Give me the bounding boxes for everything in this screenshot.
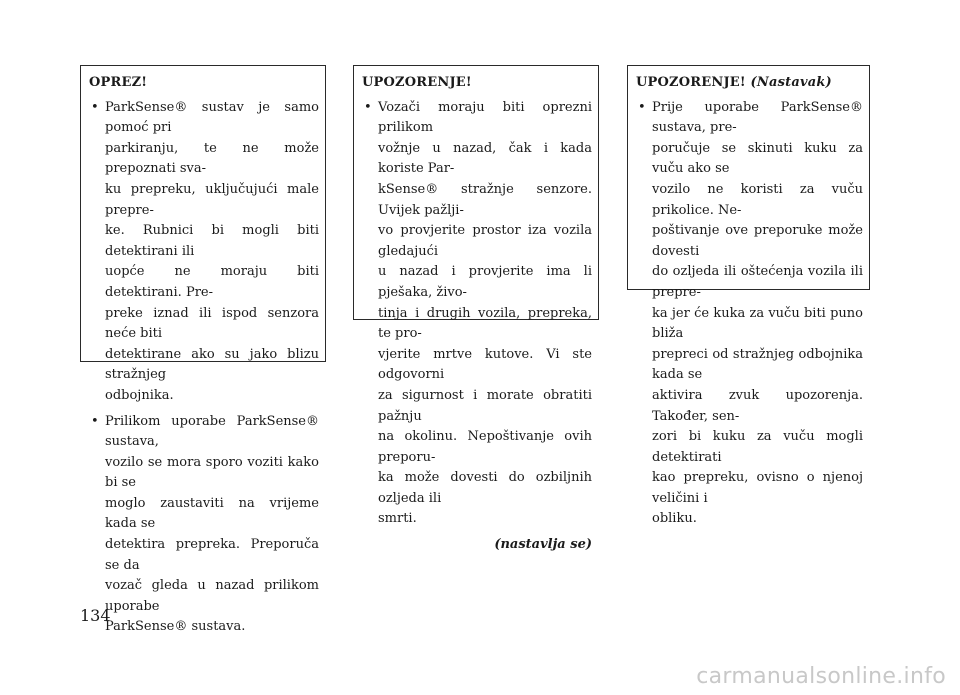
warning-heading: UPOZORENJE! <box>362 75 472 90</box>
warning-bullet-1 <box>362 98 592 530</box>
bullet-dot: • <box>91 413 99 429</box>
page-number: 134 <box>80 606 111 625</box>
watermark: carmanualsonline.info <box>696 664 946 689</box>
warning-continued-bullet-1 <box>636 98 863 530</box>
warning-continued-heading-sub: (Nastavak) <box>750 75 832 90</box>
warning-box <box>353 65 599 553</box>
warning-continued-heading-title: UPOZORENJE! <box>636 75 746 90</box>
warning-continued-heading <box>636 73 863 94</box>
caution-heading: OPREZ! <box>89 75 148 90</box>
bullet-dot: • <box>91 99 99 115</box>
caution-bullet-1-text: ParkSense® sustav je samo pomoć pri parkiranju, te ne može prepoznati sva- ku prepreku, uključujući male prepre- ke. Rubnici bi mogli biti detektirani ili uopće ne moraju biti detektirani. Pre- preke iznad ili ispod senzora neće biti detektirane ako su jako blizu stražnjeg odbojnika. <box>105 99 319 403</box>
caution-bullet-1 <box>89 98 319 407</box>
warning-bullet-1-text: Vozači moraju biti oprezni prilikom vožnje u nazad, čak i kada koriste Par- kSense® stražnje senzore. Uvijek pažlji- vo provjerite prostor iza vozila gledajući u nazad i provjerite ima li pješaka, živo- tinja i drugih vozila, prepreka, te pro- vjerite mrtve kutove. Vi ste odgovorni za sigurnost i morate obratiti pažnju na okolinu. Nepoštivanje ovih preporu- ka može dovesti do ozbiljnih ozljeda ili smrti. <box>378 99 592 527</box>
caution-bullet-2-text: Prilikom uporabe ParkSense® sustava, vozilo se mora sporo voziti kako bi se moglo zaustaviti na vrijeme kada se detektira prepreka. Preporuča se da vozač gleda u nazad prilikom uporabe ParkSense® sustava. <box>105 413 319 635</box>
continued-note: (nastavlja se) <box>494 537 592 553</box>
bullet-dot: • <box>638 99 646 115</box>
warning-continued-box <box>627 65 870 527</box>
caution-bullet-2 <box>89 412 319 639</box>
warning-continued-bullet-1-text: Prije uporabe ParkSense® sustava, pre- poručuje se skinuti kuku za vuču ako se vozilo ne koristi za vuču prikolice. Ne- poštivanje ove preporuke može dovesti do ozljeda ili oštećenja vozila ili prepre- ka jer će kuka za vuču biti puno bliža prepreci od stražnjeg odbojnika kada se aktivira zvuk upozorenja. Također, sen- zori bi kuku za vuču mogli detektirati kao prepreku, ovisno o njenoj veličini i obliku. <box>652 99 863 527</box>
bullet-dot: • <box>364 99 372 115</box>
